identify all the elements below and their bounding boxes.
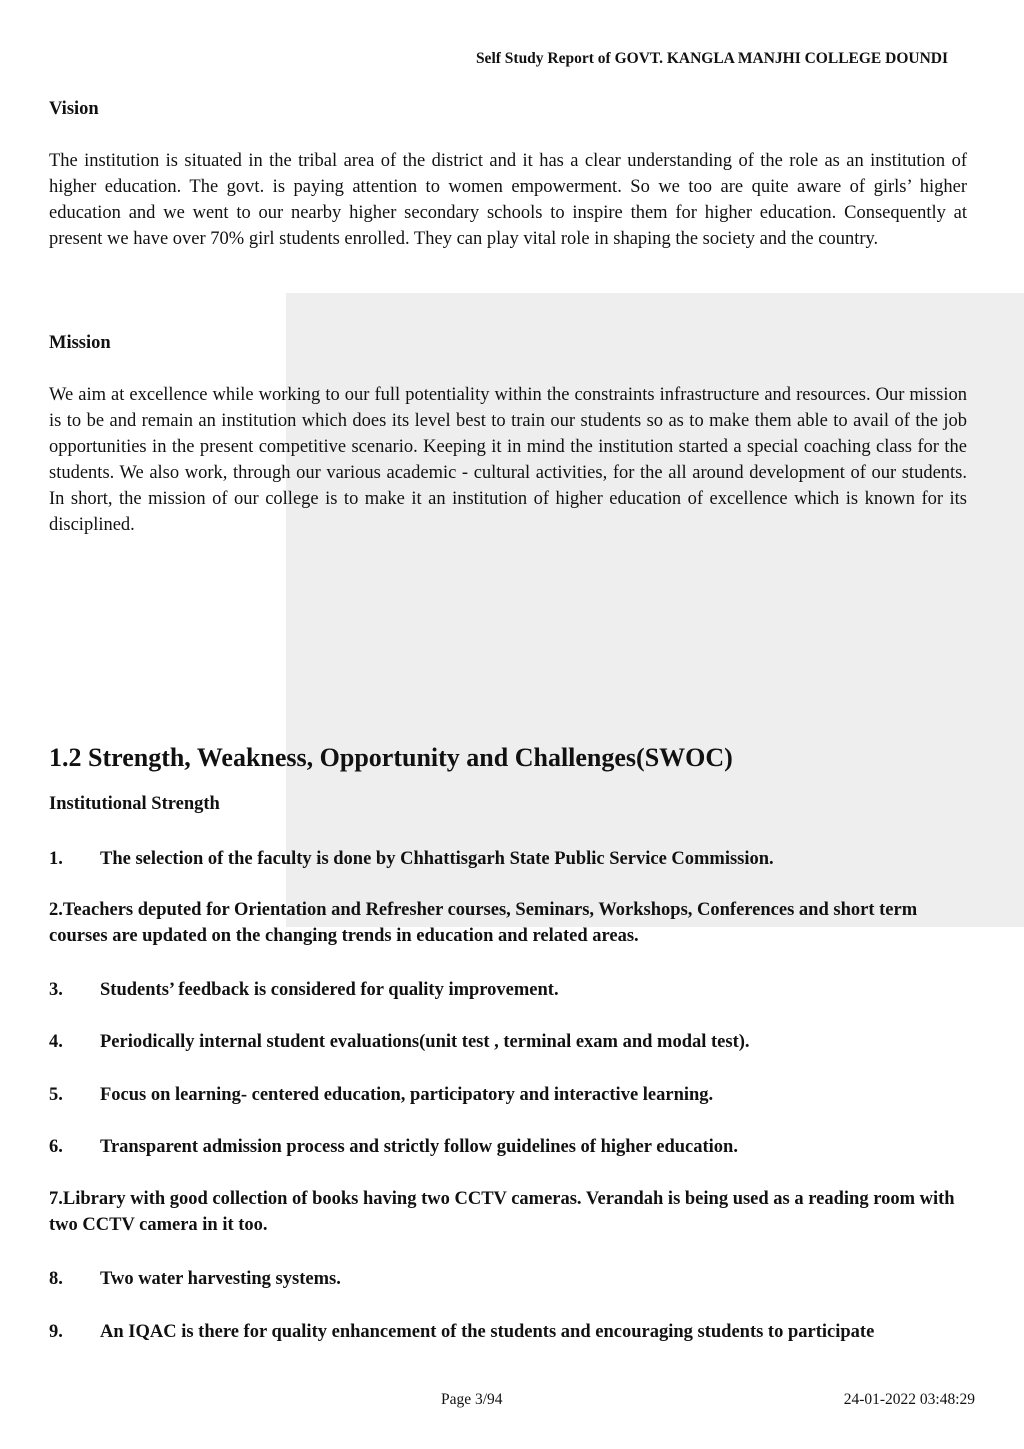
item-number: 1. xyxy=(49,849,63,869)
item-text: 7.Library with good collection of books having two CCTV cameras. Verandah is being used as a reading room with two CCTV camera in it too. xyxy=(49,1189,955,1235)
institutional-strength-heading: Institutional Strength xyxy=(49,794,220,814)
item-text: Transparent admission process and strictly follow guidelines of higher education. xyxy=(100,1137,738,1157)
item-text: Two water harvesting systems. xyxy=(100,1269,341,1289)
strength-item xyxy=(49,897,967,949)
item-text: The selection of the faculty is done by Chhattisgarh State Public Service Commission. xyxy=(100,849,774,869)
strength-item xyxy=(49,1134,967,1160)
strength-item xyxy=(49,1082,967,1108)
mission-text: We aim at excellence while working to our full potentiality within the constraints infrastructure and resources. Our mission is to be and remain an institution which does its level best to train our students so as to make them able to avail of the job opportunities in the present competitive scenario. Keeping it in mind the institution started a special coaching class for the students. We also work, through our various academic - cultural activities, for the all around development of our students. In short, the mission of our college is to make it an institution of higher education of excellence which is known for its disciplined. xyxy=(49,385,967,535)
swoc-heading: 1.2 Strength, Weakness, Opportunity and Challenges(SWOC) xyxy=(49,743,733,772)
strength-item xyxy=(49,1029,967,1055)
item-text: Focus on learning- centered education, participatory and interactive learning. xyxy=(100,1085,714,1105)
report-header: Self Study Report of GOVT. KANGLA MANJHI COLLEGE DOUNDI xyxy=(475,50,948,67)
strength-item xyxy=(49,1319,967,1345)
item-text: Periodically internal student evaluations(unit test , terminal exam and modal test). xyxy=(100,1032,750,1052)
mission-heading: Mission xyxy=(49,333,111,353)
item-number: 5. xyxy=(49,1085,63,1105)
item-text: 2.Teachers deputed for Orientation and Refresher courses, Seminars, Workshops, Conferences and short term courses are updated on the changing trends in education and related areas. xyxy=(49,900,918,946)
strength-item xyxy=(49,1266,967,1292)
item-number: 6. xyxy=(49,1137,63,1157)
vision-text: The institution is situated in the tribal area of the district and it has a clear understanding of the role as an institution of higher education. The govt. is paying attention to women empowerment. So we too are quite aware of girls’ higher education and we went to our nearby higher secondary schools to inspire them for higher education. Consequently at present we have over 70% girl students enrolled. They can play vital role in shaping the society and the country. xyxy=(49,151,967,249)
item-number: 8. xyxy=(49,1269,63,1289)
item-number: 9. xyxy=(49,1322,63,1342)
item-number: 3. xyxy=(49,980,63,1000)
item-text: An IQAC is there for quality enhancement of the students and encouraging students to participate xyxy=(100,1322,875,1342)
item-text: Students’ feedback is considered for quality improvement. xyxy=(100,980,559,1000)
strength-item xyxy=(49,846,967,872)
vision-heading: Vision xyxy=(49,99,99,119)
footer-timestamp: 24-01-2022 03:48:29 xyxy=(843,1391,975,1408)
page-number: Page 3/94 xyxy=(441,1391,503,1408)
strength-item xyxy=(49,977,967,1003)
item-number: 4. xyxy=(49,1032,63,1052)
strength-item xyxy=(49,1186,967,1238)
